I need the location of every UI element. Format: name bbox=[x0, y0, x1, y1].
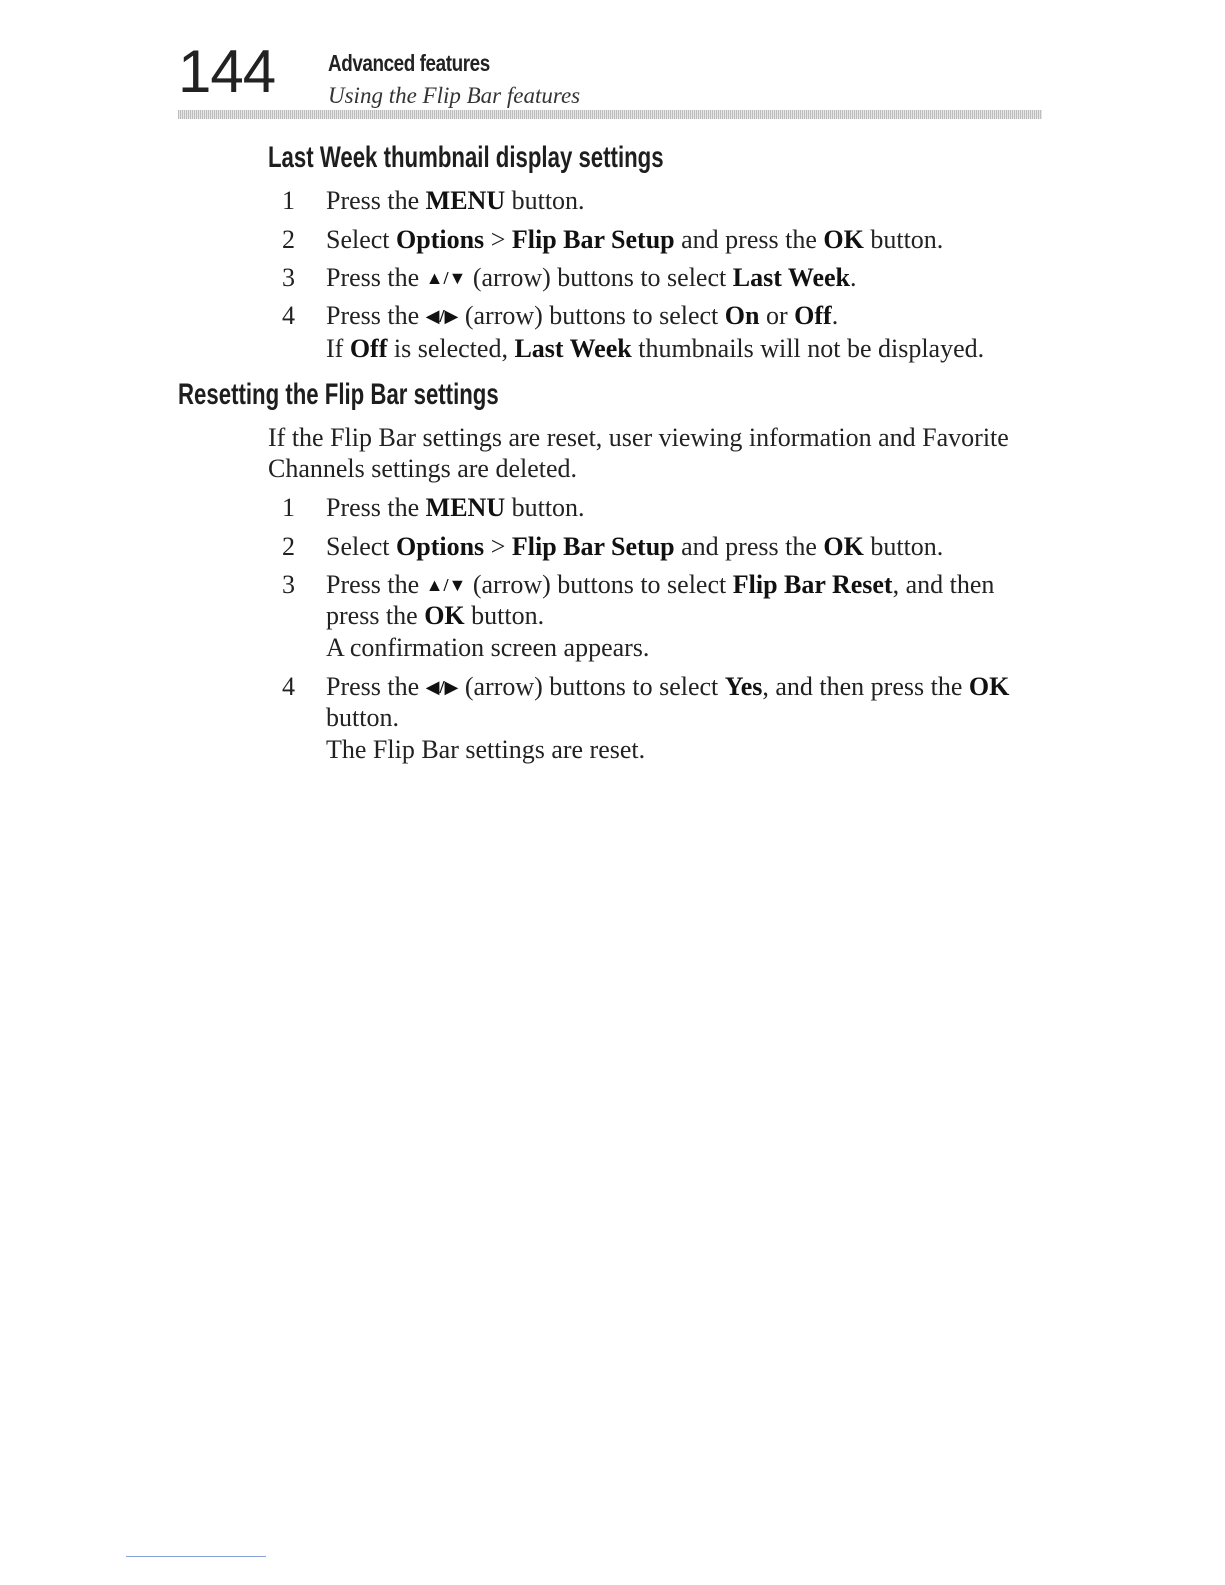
chapter-title: Advanced features bbox=[328, 50, 490, 76]
step-number: 1 bbox=[282, 186, 295, 215]
step-number: 3 bbox=[282, 570, 295, 599]
page-number: 144 bbox=[178, 38, 276, 105]
step-number: 2 bbox=[282, 225, 295, 254]
step-text: Press the MENU button. bbox=[326, 493, 585, 522]
step-text: Press the ◀/▶ (arrow) buttons to select Yes, and then press the OK bbox=[326, 672, 1010, 701]
header-rule bbox=[178, 110, 1042, 119]
step-text: Press the ▲/▼ (arrow) buttons to select Last Week. bbox=[326, 263, 857, 292]
step-text: Press the ◀/▶ (arrow) buttons to select On or Off. bbox=[326, 301, 839, 330]
step-number: 2 bbox=[282, 532, 295, 561]
heading-reset: Resetting the Flip Bar settings bbox=[178, 378, 499, 411]
step-text: press the OK button. bbox=[326, 601, 545, 630]
step-text: Press the MENU button. bbox=[326, 186, 585, 215]
intro-text: If the Flip Bar settings are reset, user viewing information and Favorite bbox=[268, 423, 1009, 452]
step-number: 4 bbox=[282, 672, 295, 701]
step-text: Select Options > Flip Bar Setup and press the OK button. bbox=[326, 225, 944, 254]
step-note: A confirmation screen appears. bbox=[326, 633, 650, 662]
step-text: Select Options > Flip Bar Setup and press the OK button. bbox=[326, 532, 944, 561]
footer-line bbox=[126, 1556, 266, 1557]
left-right-arrow-icon: ◀/▶ bbox=[425, 677, 459, 697]
section-title: Using the Flip Bar features bbox=[328, 83, 581, 108]
up-down-arrow-icon: ▲/▼ bbox=[425, 268, 467, 288]
step-text: button. bbox=[326, 703, 399, 732]
step-note: If Off is selected, Last Week thumbnails will not be displayed. bbox=[326, 334, 985, 363]
intro-text: Channels settings are deleted. bbox=[268, 454, 578, 483]
left-right-arrow-icon: ◀/▶ bbox=[425, 306, 459, 326]
heading-last-week: Last Week thumbnail display settings bbox=[268, 141, 664, 174]
step-note: The Flip Bar settings are reset. bbox=[326, 735, 646, 764]
step-text: Press the ▲/▼ (arrow) buttons to select Flip Bar Reset, and then bbox=[326, 570, 995, 599]
step-number: 1 bbox=[282, 493, 295, 522]
step-number: 3 bbox=[282, 263, 295, 292]
up-down-arrow-icon: ▲/▼ bbox=[425, 575, 467, 595]
step-number: 4 bbox=[282, 301, 295, 330]
